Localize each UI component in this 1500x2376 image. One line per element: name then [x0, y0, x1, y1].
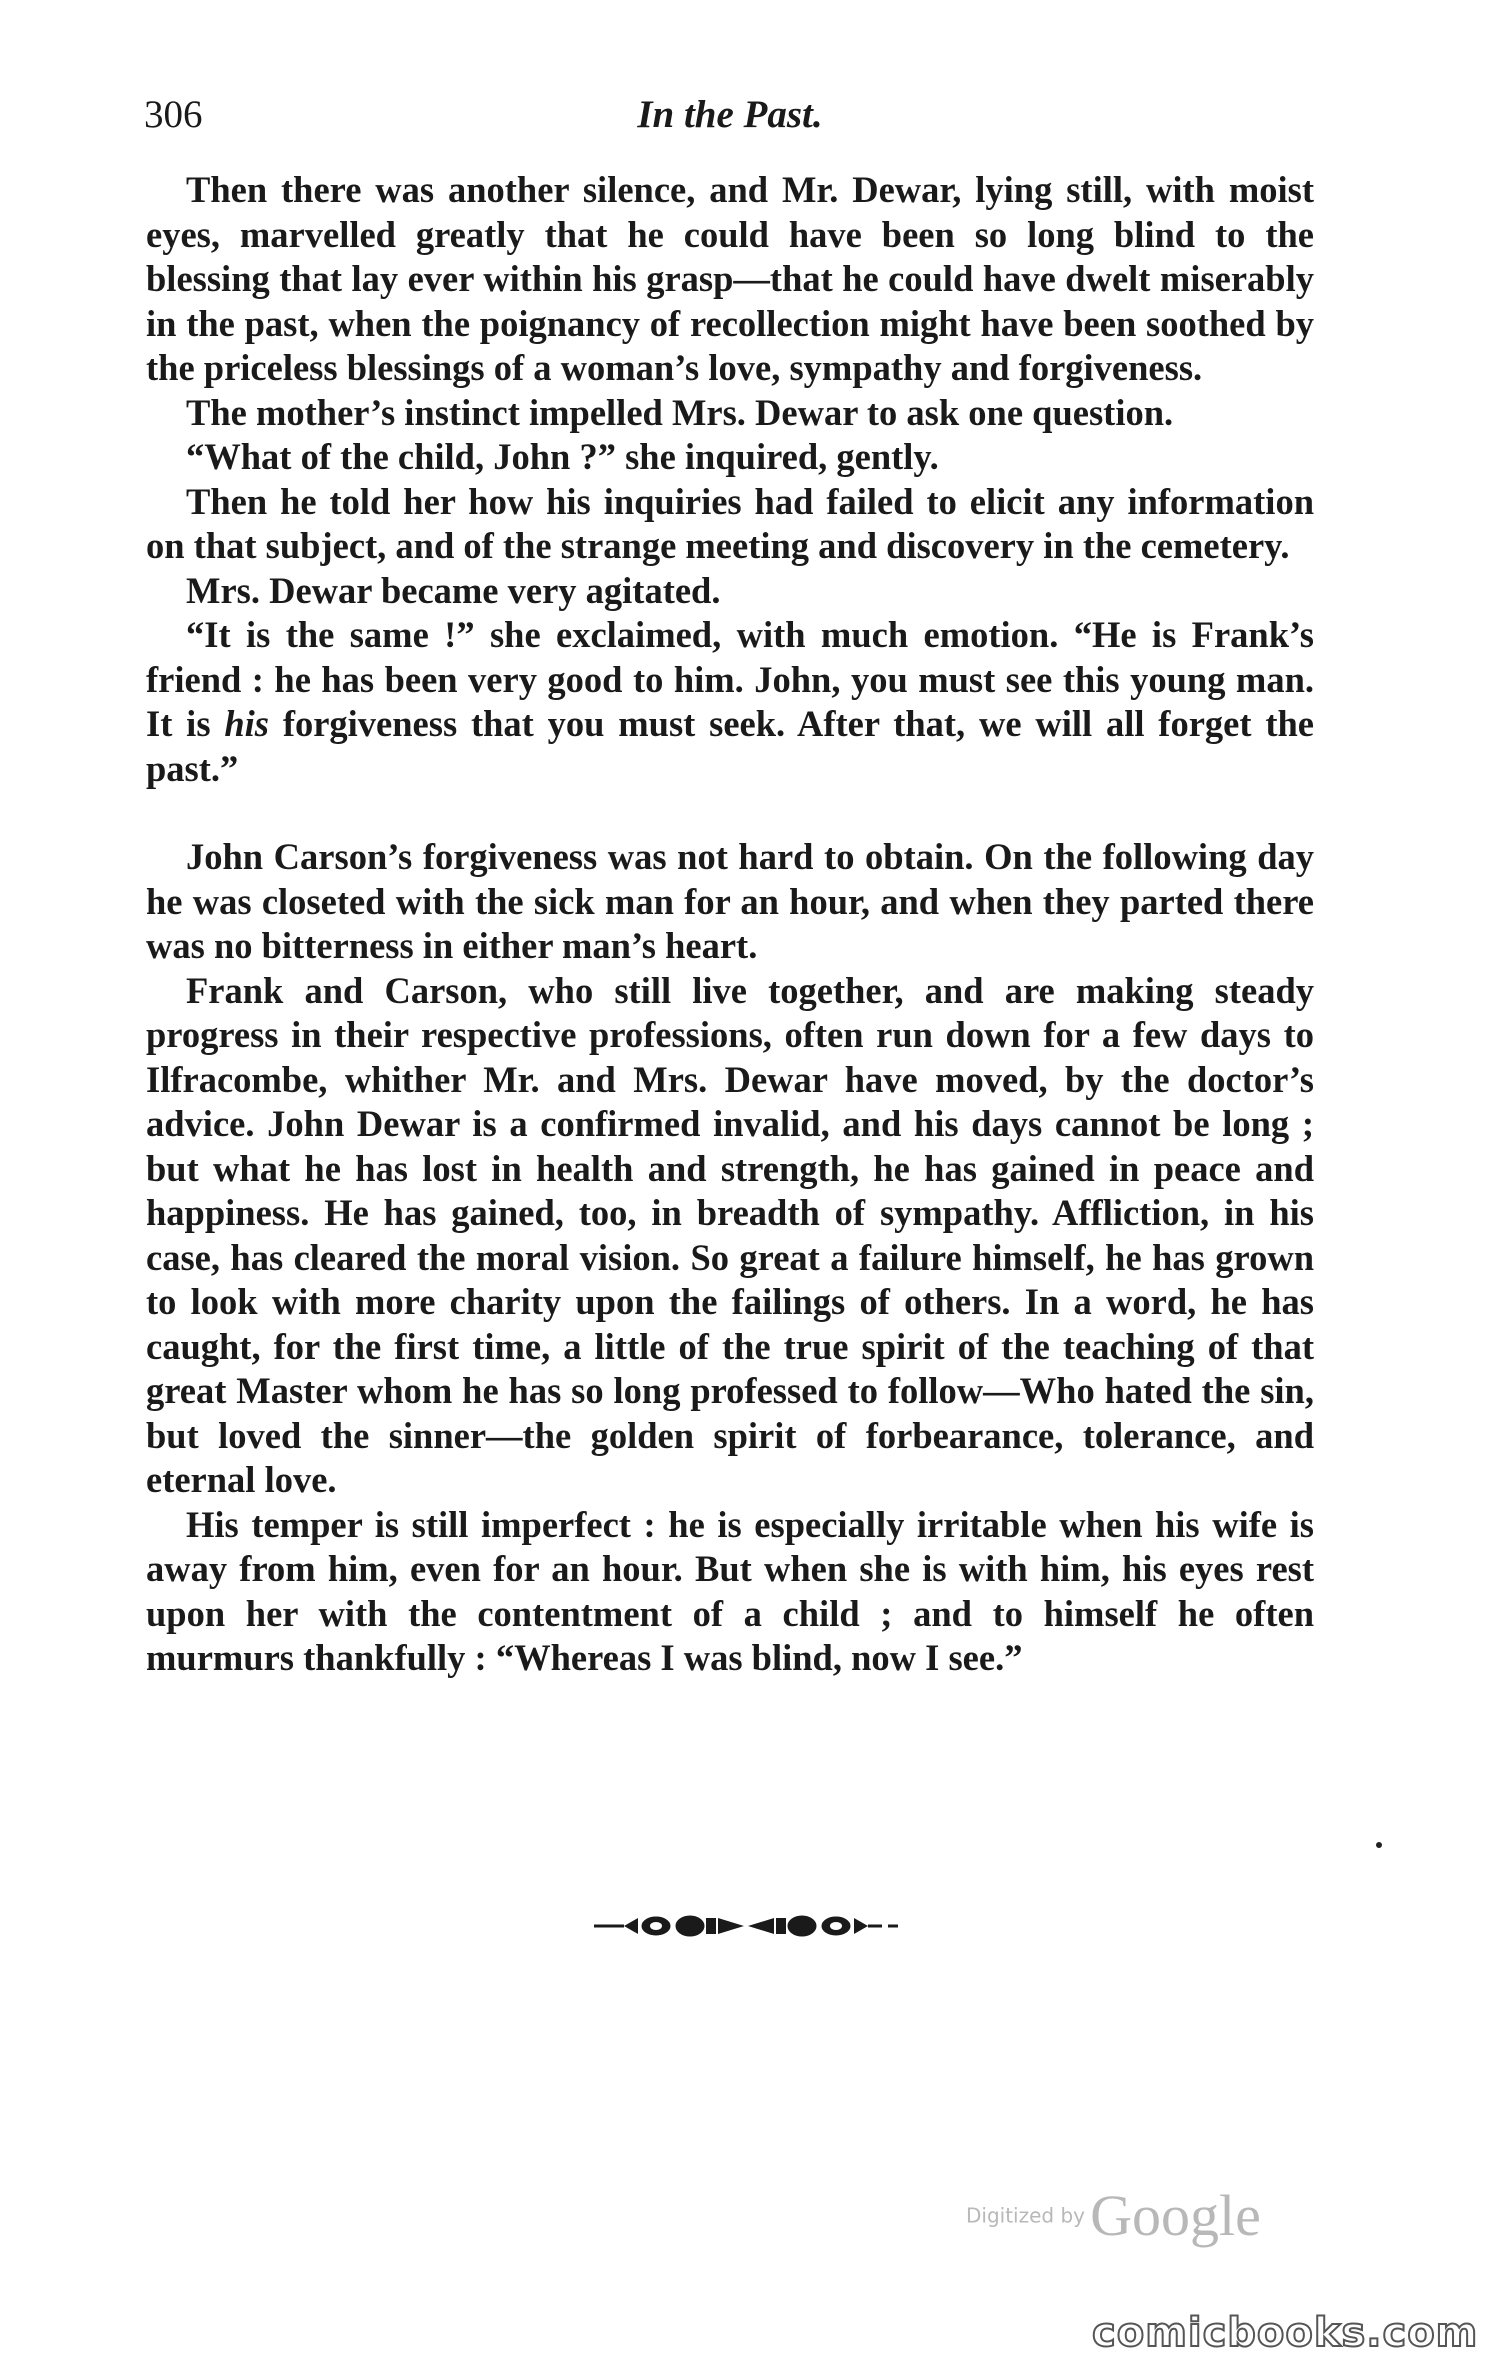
emphasized-word: his [224, 703, 269, 744]
paragraph: Frank and Carson, who still live together, and are making steady progress in their respective professions, often run down for a few days to Ilfracombe, whither Mr. and Mrs. Dewar have moved, by the doctor’s advice. John Dewar is a confirmed invalid, and his days cannot be long ; but what he has lost in health and strength, he has gained in peace and happiness. He has gained, too, in breadth of sympathy. Affliction, in his case, has cleared the moral vision. So great a failure himself, he has grown to look with more charity upon the failings of others. In a word, he has caught, for the first time, a little of the true spirit of the teaching of that great Master whom he has so long professed to follow—Who hated the sin, but loved the sinner—the golden spirit of forbearance, tolerance, and eternal love. [146, 969, 1314, 1500]
digitized-by-watermark [966, 2182, 1306, 2262]
body-text [146, 168, 1314, 1681]
paragraph: Then there was another silence, and Mr. Dewar, lying still, with moist eyes, marvelled greatly that he could have been so long blind to the blessing that lay ever within his grasp—that he could have dwelt miserably in the past, when the poignancy of recollection might have been soothed by the priceless blessings of a woman’s love, sympathy and forgiveness. [146, 169, 1314, 388]
paragraph-text: “It is the same !” she exclaimed, with much emotion. “He is Frank’s friend : he has been very good to him. John, you must see this young man. It is [146, 614, 1314, 744]
digitized-prefix: Digitized by [966, 2203, 1085, 2228]
source-site-watermark: comicbooks.com [1092, 2310, 1479, 2356]
running-title: In the Past. [637, 93, 823, 136]
paragraph: Mrs. Dewar became very agitated. [186, 569, 721, 611]
paragraph [146, 613, 1314, 791]
page-number: 306 [144, 93, 203, 136]
paragraph: The mother’s instinct impelled Mrs. Dewar to ask one question. [186, 391, 1174, 433]
paragraph: John Carson’s forgiveness was not hard to obtain. On the following day he was closeted with the sick man for an hour, and when they parted there was no bitterness in either man’s heart. [146, 836, 1314, 966]
paragraph: His temper is still imperfect : he is especially irritable when his wife is away from him, even for an hour. But when she is with him, his eyes rest upon her with the contentment of a child ; and to himself he often murmurs thankfully : “Whereas I was blind, now I see.” [146, 1503, 1314, 1678]
digitized-brand: Google [1090, 2183, 1261, 2248]
tailpiece-ornament [594, 1912, 898, 1940]
paragraph-text: forgiveness that you must seek. After that, we will all forget the past.” [146, 703, 1314, 789]
paragraph: “What of the child, John ?” she inquired, gently. [186, 436, 939, 477]
paragraph: Then he told her how his inquiries had failed to elicit any information on that subject, and of the strange meeting and discovery in the cemetery. [146, 480, 1314, 566]
running-head [144, 92, 1316, 142]
stray-ink-dot [1376, 1842, 1382, 1848]
